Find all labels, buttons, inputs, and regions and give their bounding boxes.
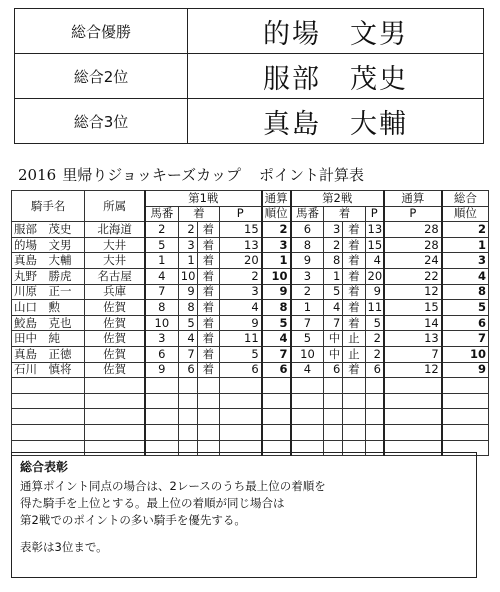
race1-point [219,409,261,425]
jockey-name: 川原 正一 [12,284,85,300]
table-row [12,315,489,331]
overall-rank: 1 [442,237,489,253]
race1-chaku-mark: 着 [197,346,219,362]
overall-rank: 10 [442,346,489,362]
jockey-name: 丸野 勝虎 [12,268,85,284]
table-row [12,268,489,284]
race2-chaku [324,409,343,425]
race1-umaban: 9 [145,362,178,378]
jockey-name: 鮫島 克也 [12,315,85,331]
podium-row-1 [15,9,484,54]
race1-chaku [178,378,197,394]
race2-chaku: 中 [324,331,343,347]
table-row [12,300,489,316]
race2-umaban: 5 [291,331,324,347]
total-point: 28 [384,237,442,253]
jockey-name: 山口 勲 [12,300,85,316]
race2-chaku [324,378,343,394]
race2-point: 2 [365,331,384,347]
race1-rank [262,393,291,409]
total-point [384,378,442,394]
race2-point: 11 [365,300,384,316]
col-header-race2: 第2戦 [291,191,384,207]
race2-chaku: 1 [324,268,343,284]
total-point: 13 [384,331,442,347]
jockey-name: 石川 慎将 [12,362,85,378]
race1-chaku: 5 [178,315,197,331]
race1-chaku-mark [197,378,219,394]
race2-umaban: 1 [291,300,324,316]
total-point: 7 [384,346,442,362]
race1-chaku-mark: 着 [197,362,219,378]
race2-umaban: 3 [291,268,324,284]
col-header-affiliation: 所属 [85,191,145,222]
page-title [18,164,364,185]
race2-chaku: 7 [324,315,343,331]
table-row [12,346,489,362]
race2-chaku-mark [343,393,365,409]
race1-umaban: 3 [145,331,178,347]
race1-point: 15 [219,222,261,238]
col-header-overall-juni: 順位 [442,206,489,222]
race2-point [365,393,384,409]
podium-rank-label: 総合優勝 [15,9,188,54]
race1-point: 5 [219,346,261,362]
race1-chaku-mark: 着 [197,268,219,284]
affiliation: 佐賀 [85,315,145,331]
race1-point: 2 [219,268,261,284]
race1-umaban: 7 [145,284,178,300]
race1-chaku-mark: 着 [197,331,219,347]
race1-chaku: 2 [178,222,197,238]
jockey-name [12,393,85,409]
race1-umaban: 8 [145,300,178,316]
col-header-tsusan: 通算 [262,191,291,207]
race2-chaku: 3 [324,222,343,238]
race1-rank [262,378,291,394]
race2-umaban [291,393,324,409]
race2-chaku-mark: 着 [343,222,365,238]
affiliation: 名古屋 [85,268,145,284]
race2-point: 15 [365,237,384,253]
empty-row [12,409,489,425]
awards-note [11,452,477,578]
header-row-1 [12,191,489,207]
race1-chaku-mark [197,424,219,440]
overall-rank: 3 [442,253,489,269]
race1-chaku-mark: 着 [197,300,219,316]
empty-row [12,393,489,409]
race2-chaku-mark [343,424,365,440]
race1-rank [262,424,291,440]
overall-rank: 6 [442,315,489,331]
affiliation: 大井 [85,253,145,269]
overall-rank: 4 [442,268,489,284]
race2-chaku [324,424,343,440]
race2-chaku-mark: 着 [343,284,365,300]
race2-chaku: 8 [324,253,343,269]
affiliation: 佐賀 [85,362,145,378]
race1-umaban [145,393,178,409]
overall-rank [442,409,489,425]
overall-rank: 8 [442,284,489,300]
overall-rank [442,378,489,394]
title-subtitle: ポイント計算表 [259,166,365,184]
race2-umaban: 8 [291,237,324,253]
col-header-tsusan-2: 通算 [384,191,442,207]
total-point [384,424,442,440]
col-header-r2-umaban: 馬番 [291,206,324,222]
race1-chaku-mark [197,393,219,409]
table-row [12,331,489,347]
race2-point: 6 [365,362,384,378]
race2-chaku: 5 [324,284,343,300]
race1-chaku-mark: 着 [197,284,219,300]
race2-umaban: 2 [291,284,324,300]
podium-rank-label: 総合2位 [15,54,188,99]
race1-rank: 1 [262,253,291,269]
race1-point: 6 [219,362,261,378]
affiliation [85,378,145,394]
race1-rank: 8 [262,300,291,316]
race2-chaku [324,393,343,409]
race1-point [219,424,261,440]
empty-row [12,378,489,394]
total-point: 12 [384,284,442,300]
race1-umaban [145,424,178,440]
race1-rank: 10 [262,268,291,284]
col-header-r1-chaku: 着 [178,206,219,222]
race1-point: 20 [219,253,261,269]
race1-chaku [178,409,197,425]
race2-point: 9 [365,284,384,300]
affiliation: 佐賀 [85,346,145,362]
podium-winner-name: 的場 文男 [188,9,484,54]
race2-chaku-mark: 止 [343,331,365,347]
race2-umaban: 4 [291,362,324,378]
race2-point: 2 [365,346,384,362]
race1-rank: 4 [262,331,291,347]
podium-table [14,8,484,144]
race1-umaban: 1 [145,253,178,269]
race1-chaku: 1 [178,253,197,269]
race1-umaban: 4 [145,268,178,284]
race1-rank: 2 [262,222,291,238]
jockey-name: 的場 文男 [12,237,85,253]
race1-rank: 9 [262,284,291,300]
race1-chaku: 10 [178,268,197,284]
race1-chaku-mark: 着 [197,237,219,253]
podium-winner-name: 真島 大輔 [188,99,484,144]
col-header-sogo: 総合 [442,191,489,207]
race2-point: 13 [365,222,384,238]
jockey-name: 真島 正徳 [12,346,85,362]
race2-chaku-mark [343,409,365,425]
race1-umaban: 2 [145,222,178,238]
affiliation: 兵庫 [85,284,145,300]
jockey-name [12,424,85,440]
race2-umaban: 7 [291,315,324,331]
affiliation: 北海道 [85,222,145,238]
race1-chaku [178,424,197,440]
race1-umaban: 10 [145,315,178,331]
race2-point: 20 [365,268,384,284]
race1-chaku [178,393,197,409]
table-row [12,284,489,300]
points-table [11,190,489,456]
race2-chaku-mark: 止 [343,346,365,362]
col-header-r2-chaku: 着 [324,206,365,222]
note-line: 通算ポイント同点の場合は、2レースのうち最上位の着順を [20,479,326,493]
race1-chaku-mark: 着 [197,222,219,238]
total-point: 22 [384,268,442,284]
race1-umaban: 6 [145,346,178,362]
race2-umaban [291,378,324,394]
race2-umaban [291,409,324,425]
overall-rank: 7 [442,331,489,347]
affiliation: 大井 [85,237,145,253]
race1-rank: 3 [262,237,291,253]
race1-point [219,393,261,409]
race1-rank: 6 [262,362,291,378]
affiliation [85,393,145,409]
note-line: 得た騎手を上位とする。最上位の着順が同じ場合は [20,496,285,510]
race1-point: 4 [219,300,261,316]
race2-chaku: 6 [324,362,343,378]
col-header-jockey: 騎手名 [12,191,85,222]
table-row [12,362,489,378]
total-point: 12 [384,362,442,378]
race2-chaku-mark [343,378,365,394]
race1-point: 9 [219,315,261,331]
note-line: 第2戦でのポイントの多い騎手を優先する。 [20,513,246,527]
race1-chaku-mark: 着 [197,253,219,269]
race1-umaban: 5 [145,237,178,253]
race1-rank: 5 [262,315,291,331]
podium-row-3 [15,99,484,144]
race2-point: 4 [365,253,384,269]
affiliation: 佐賀 [85,300,145,316]
race2-point: 5 [365,315,384,331]
col-header-total-point: P [384,206,442,222]
race2-umaban: 6 [291,222,324,238]
race1-chaku: 4 [178,331,197,347]
race2-umaban [291,424,324,440]
total-point: 28 [384,222,442,238]
race2-chaku-mark: 着 [343,300,365,316]
affiliation [85,409,145,425]
race1-point: 3 [219,284,261,300]
total-point [384,409,442,425]
note-heading: 総合表彰 [20,460,69,474]
race1-point: 11 [219,331,261,347]
total-point: 14 [384,315,442,331]
jockey-name: 真島 大輔 [12,253,85,269]
overall-rank [442,393,489,409]
race1-rank [262,409,291,425]
race2-chaku-mark: 着 [343,315,365,331]
total-point: 15 [384,300,442,316]
affiliation: 佐賀 [85,331,145,347]
affiliation [85,424,145,440]
race1-rank: 7 [262,346,291,362]
overall-rank: 5 [442,300,489,316]
table-row [12,253,489,269]
race2-chaku: 中 [324,346,343,362]
race2-umaban: 9 [291,253,324,269]
race2-point [365,409,384,425]
overall-rank: 9 [442,362,489,378]
race1-chaku-mark [197,409,219,425]
race1-umaban [145,378,178,394]
race1-chaku: 3 [178,237,197,253]
empty-row [12,424,489,440]
podium-rank-label: 総合3位 [15,99,188,144]
overall-rank: 2 [442,222,489,238]
col-header-r2-point: P [365,206,384,222]
race2-point [365,378,384,394]
race1-chaku-mark: 着 [197,315,219,331]
jockey-name [12,409,85,425]
podium-row-2 [15,54,484,99]
race2-umaban: 10 [291,346,324,362]
title-event: 里帰りジョッキーズカップ [62,166,241,184]
race2-point [365,424,384,440]
race2-chaku-mark: 着 [343,362,365,378]
race1-umaban [145,409,178,425]
points-table-body [12,222,489,456]
race1-chaku: 6 [178,362,197,378]
total-point [384,393,442,409]
col-header-r1-umaban: 馬番 [145,206,178,222]
col-header-r1-juni: 順位 [262,206,291,222]
total-point: 24 [384,253,442,269]
podium-winner-name: 服部 茂史 [188,54,484,99]
table-row [12,237,489,253]
race2-chaku-mark: 着 [343,268,365,284]
race2-chaku: 2 [324,237,343,253]
col-header-r1-point: P [219,206,261,222]
race1-chaku: 8 [178,300,197,316]
race1-point [219,378,261,394]
race1-chaku: 7 [178,346,197,362]
race2-chaku-mark: 着 [343,237,365,253]
race1-chaku: 9 [178,284,197,300]
jockey-name: 田中 純 [12,331,85,347]
race1-point: 13 [219,237,261,253]
jockey-name: 服部 茂史 [12,222,85,238]
race2-chaku-mark: 着 [343,253,365,269]
note-footer: 表彰は3位まで。 [20,540,108,554]
table-row [12,222,489,238]
col-header-race1: 第1戦 [145,191,262,207]
race2-chaku: 4 [324,300,343,316]
overall-rank [442,424,489,440]
jockey-name [12,378,85,394]
title-year: 2016 [18,166,57,184]
